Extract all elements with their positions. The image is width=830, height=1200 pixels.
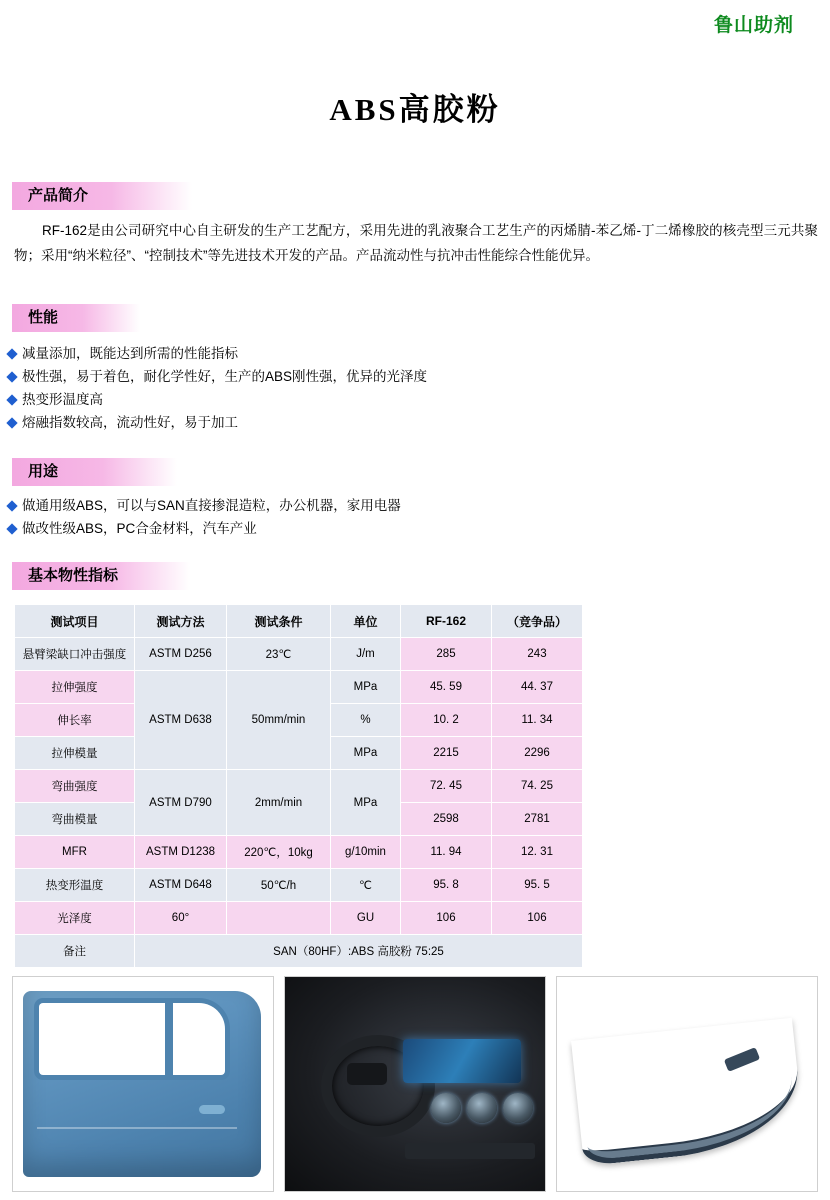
cell-competitor: 2781: [492, 803, 583, 836]
cell-rf162: 10. 2: [401, 704, 492, 737]
table-row: [15, 671, 583, 704]
air-vent-icon: [467, 1093, 497, 1123]
column-header-competitor: （竞争品）: [492, 605, 583, 638]
steering-wheel-hub: [347, 1063, 387, 1085]
dashboard-screen: [403, 1039, 521, 1083]
cell-unit: MPa: [331, 671, 401, 704]
performance-list: [8, 342, 808, 434]
column-header-item: 测试项目: [15, 605, 135, 638]
company-brand: 鲁山助剂: [713, 15, 794, 36]
cell-condition: 2mm/min: [227, 770, 331, 836]
cell-method: ASTM D638: [135, 671, 227, 770]
table-note-row: [15, 935, 583, 968]
cell-item: MFR: [15, 836, 135, 869]
list-item: [8, 342, 808, 365]
cell-method: ASTM D648: [135, 869, 227, 902]
column-header-condition: 测试条件: [227, 605, 331, 638]
cell-unit: GU: [331, 902, 401, 935]
car-door-photo: [12, 976, 274, 1192]
cell-competitor: 12. 31: [492, 836, 583, 869]
table-row: [15, 770, 583, 803]
cell-condition: 50mm/min: [227, 671, 331, 770]
cell-competitor: 95. 5: [492, 869, 583, 902]
section-heading-intro: 产品简介: [12, 182, 192, 210]
cell-unit: ℃: [331, 869, 401, 902]
list-item-label: 极性强，易于着色，耐化学性好，生产的ABS刚性强，优异的光泽度: [22, 369, 428, 384]
cell-rf162: 72. 45: [401, 770, 492, 803]
section-heading-performance: 性能: [12, 304, 140, 332]
car-interior-photo: [284, 976, 546, 1192]
table-row: [15, 638, 583, 671]
section-heading-specs: 基本物性指标: [12, 562, 190, 590]
cell-item: 拉伸强度: [15, 671, 135, 704]
list-item: [8, 388, 808, 411]
car-door-pillar: [165, 1003, 173, 1075]
cell-item: 光泽度: [15, 902, 135, 935]
list-item-label: 做通用级ABS，可以与SAN直接掺混造粒，办公机器，家用电器: [22, 498, 401, 513]
cell-rf162: 95. 8: [401, 869, 492, 902]
diamond-bullet-icon: [6, 371, 17, 382]
cell-unit: %: [331, 704, 401, 737]
cell-competitor: 74. 25: [492, 770, 583, 803]
usage-list: [8, 494, 808, 540]
list-item-label: 热变形温度高: [22, 392, 103, 407]
cell-unit: g/10min: [331, 836, 401, 869]
intro-paragraph: RF-162是由公司研究中心自主研发的生产工艺配方，采用先进的乳液聚合工艺生产的丙烯腈-苯乙烯-丁二烯橡胶的核壳型三元共聚物；采用“纳米粒径”、“控制技术”等先进技术开发的产品。产品流动性与抗冲击性能综合性能优异。: [14, 223, 818, 263]
cell-competitor: 106: [492, 902, 583, 935]
cell-rf162: 45. 59: [401, 671, 492, 704]
cell-method: 60°: [135, 902, 227, 935]
photo-strip: [12, 976, 818, 1192]
cell-unit: MPa: [331, 737, 401, 770]
cell-item: 热变形温度: [15, 869, 135, 902]
cell-unit: MPa: [331, 770, 401, 836]
car-door-crease: [37, 1127, 237, 1129]
list-item-label: 减量添加，既能达到所需的性能指标: [22, 346, 238, 361]
cell-note-value: SAN（80HF）:ABS 高胶粉 75:25: [135, 935, 583, 968]
list-item: [8, 411, 808, 434]
wiper-blade-photo: [556, 976, 818, 1192]
center-console: [405, 1143, 535, 1159]
table-row: [15, 869, 583, 902]
cell-item: 伸长率: [15, 704, 135, 737]
list-item-label: 做改性级ABS，PC合金材料，汽车产业: [22, 521, 257, 536]
cell-item: 弯曲强度: [15, 770, 135, 803]
diamond-bullet-icon: [6, 348, 17, 359]
cell-item: 拉伸模量: [15, 737, 135, 770]
spec-table-wrapper: [14, 604, 582, 968]
section-heading-usage: 用途: [12, 458, 177, 486]
cell-condition: 220℃，10kg: [227, 836, 331, 869]
diamond-bullet-icon: [6, 417, 17, 428]
cell-method: ASTM D256: [135, 638, 227, 671]
diamond-bullet-icon: [6, 523, 17, 534]
diamond-bullet-icon: [6, 500, 17, 511]
list-item: [8, 494, 808, 517]
spec-table: [14, 604, 583, 968]
list-item: [8, 517, 808, 540]
cell-rf162: 106: [401, 902, 492, 935]
cell-competitor: 44. 37: [492, 671, 583, 704]
cell-condition: 23℃: [227, 638, 331, 671]
diamond-bullet-icon: [6, 394, 17, 405]
cell-note-label: 备注: [15, 935, 135, 968]
page-title: ABS高胶粉: [329, 92, 501, 127]
table-row: [15, 902, 583, 935]
table-row: [15, 836, 583, 869]
table-header-row: [15, 605, 583, 638]
cell-method: ASTM D1238: [135, 836, 227, 869]
cell-rf162: 2215: [401, 737, 492, 770]
cell-unit: J/m: [331, 638, 401, 671]
cell-competitor: 243: [492, 638, 583, 671]
cell-rf162: 2598: [401, 803, 492, 836]
cell-rf162: 11. 94: [401, 836, 492, 869]
list-item: [8, 365, 808, 388]
car-door-handle: [199, 1105, 225, 1114]
car-door-window: [39, 1003, 225, 1075]
column-header-method: 测试方法: [135, 605, 227, 638]
cell-rf162: 285: [401, 638, 492, 671]
cell-item: 悬臂梁缺口冲击强度: [15, 638, 135, 671]
cell-condition: 50℃/h: [227, 869, 331, 902]
cell-competitor: 2296: [492, 737, 583, 770]
column-header-rf162: RF-162: [401, 605, 492, 638]
column-header-unit: 单位: [331, 605, 401, 638]
cell-condition: [227, 902, 331, 935]
list-item-label: 熔融指数较高，流动性好，易于加工: [22, 415, 238, 430]
air-vent-icon: [503, 1093, 533, 1123]
air-vent-icon: [431, 1093, 461, 1123]
cell-item: 弯曲模量: [15, 803, 135, 836]
wiper-assembly: [577, 1029, 799, 1141]
cell-method: ASTM D790: [135, 770, 227, 836]
cell-competitor: 11. 34: [492, 704, 583, 737]
